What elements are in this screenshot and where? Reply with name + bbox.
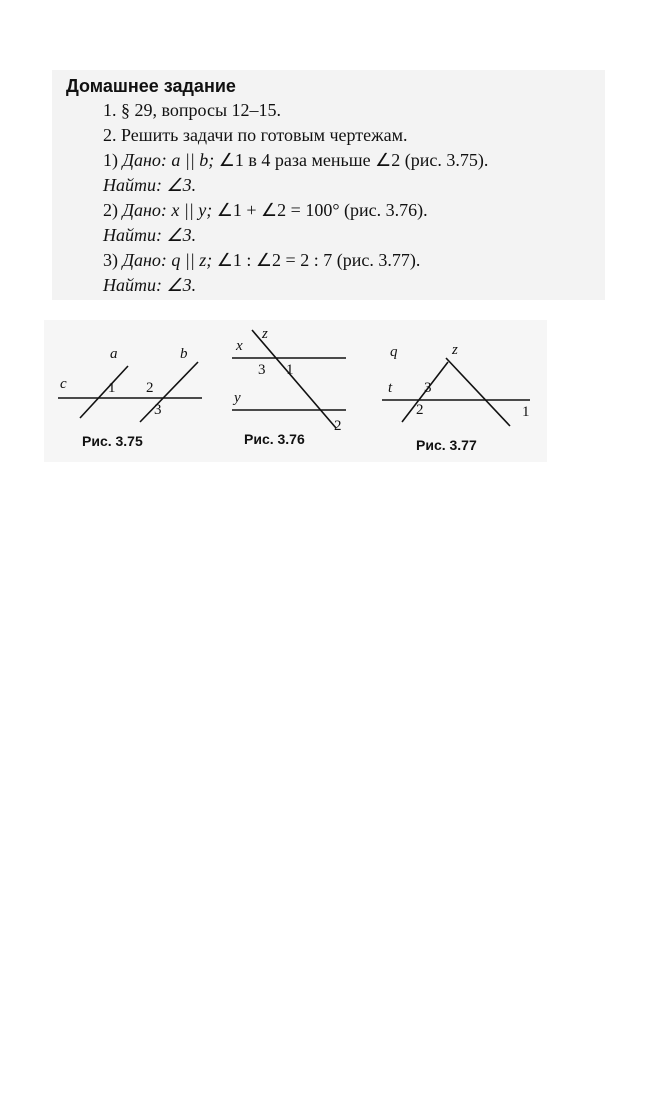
figure-caption: Рис. 3.76 [244, 431, 305, 447]
angle-1-label: 1 [286, 362, 294, 378]
line-a [80, 366, 128, 418]
label-c: c [60, 376, 67, 392]
problem-number: 1) [103, 150, 123, 170]
figure-3-75 [58, 346, 202, 449]
angle-1-label: 1 [522, 404, 530, 420]
given-text: ∠1 : ∠2 = 2 : 7 (рис. 3.77). [212, 250, 421, 270]
task-text: 2. Решить задачи по готовым чертежам. [103, 125, 408, 145]
homework-title: Домашнее задание [66, 76, 236, 96]
find-label: Найти: ∠3. [103, 175, 197, 195]
given-text: ∠1 в 4 раза меньше ∠2 (рис. 3.75). [214, 150, 489, 170]
angle-3-label: 3 [258, 362, 266, 378]
angle-1-label: 1 [108, 380, 116, 396]
label-t: t [388, 380, 393, 396]
label-q: q [390, 344, 398, 360]
find-label: Найти: ∠3. [103, 225, 197, 245]
line-z [252, 330, 336, 428]
figure-3-77 [382, 342, 530, 453]
angle-2-label: 2 [334, 418, 342, 434]
angle-3-label: 3 [424, 380, 432, 396]
label-x: x [236, 338, 243, 354]
given-label: Дано: x || y; [122, 200, 213, 220]
line-z [446, 358, 510, 426]
figures [0, 0, 662, 480]
figure-caption: Рис. 3.75 [82, 433, 143, 449]
given-label: Дано: q || z; [122, 250, 213, 270]
label-y: y [234, 390, 241, 406]
angle-2-label: 2 [146, 380, 154, 396]
figure-3-76 [232, 326, 346, 447]
given-text: ∠1 + ∠2 = 100° (рис. 3.76). [212, 200, 428, 220]
label-z: z [262, 326, 268, 342]
angle-2-label: 2 [416, 402, 424, 418]
angle-3-label: 3 [154, 402, 162, 418]
task-text: 1. § 29, вопросы 12–15. [103, 100, 282, 120]
label-z: z [452, 342, 458, 358]
label-b: b [180, 346, 188, 362]
given-label: Дано: a || b; [122, 150, 215, 170]
problem-number: 3) [103, 250, 123, 270]
find-label: Найти: ∠3. [103, 275, 197, 295]
label-a: a [110, 346, 118, 362]
problem-number: 2) [103, 200, 123, 220]
figure-caption: Рис. 3.77 [416, 437, 477, 453]
